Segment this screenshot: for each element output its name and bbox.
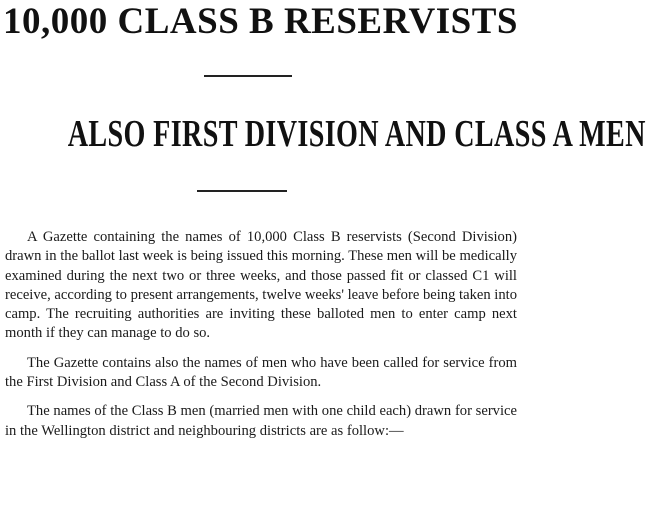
headline: 10,000 CLASS B RESERVISTS [3, 1, 518, 42]
divider-rule [197, 190, 287, 192]
article-paragraph: The names of the Class B men (married men with one child each) drawn for service in the Wellington district and neighbouring districts are as follow:— [5, 403, 517, 439]
subheadline: ALSO FIRST DIVISION AND CLASS A MEN [67, 113, 646, 155]
divider-rule [204, 75, 292, 77]
article-paragraph: The Gazette contains also the names of men who have been called for service from the First Division and Class A of the Second Division. [5, 354, 517, 391]
article-body [5, 228, 517, 451]
article-paragraph: A Gazette containing the names of 10,000 Class B reservists (Second Division) drawn in the ballot last week is being issued this morning. These men will be medically examined during the next two or three weeks, and those passed fit or classed C1 will receive, according to present arrangements, twelve weeks' leave before being taken into camp. The recruiting authorities are inviting these balloted men to enter camp next month if they can manage to do so. [5, 229, 517, 342]
